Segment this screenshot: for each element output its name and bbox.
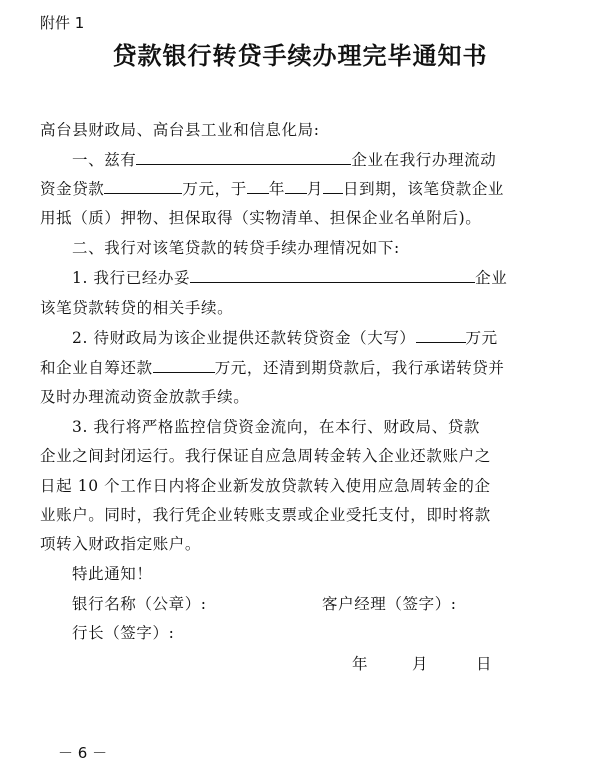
enterprise-name-blank[interactable] [136, 150, 351, 165]
fund-amount-blank[interactable] [416, 328, 466, 343]
p1-text-g: 日到期，该笔贷款企业 [343, 180, 505, 198]
attachment-label: 附件 1 [40, 14, 85, 32]
item2-text-c: 和企业自筹还款 [40, 359, 153, 377]
manager-label: 客户经理（签字）: [322, 595, 457, 613]
item3-line-5: 项转入财政指定账户。 [40, 535, 202, 553]
p1-line-1 [72, 148, 496, 170]
year-blank[interactable] [247, 179, 269, 194]
self-raised-amount-blank[interactable] [153, 358, 215, 373]
item3-line-4: 业账户。同时，我行凭企业转账支票或企业受托支付，即时将款 [40, 506, 491, 524]
item2-text-d: 万元，还清到期贷款后，我行承诺转贷并 [214, 359, 505, 377]
item2-text-a: 2. 待财政局为该企业提供还款转贷资金（大写） [72, 329, 416, 347]
addressee: 高台县财政局、高台县工业和信息化局: [40, 121, 320, 139]
p1-text-d: 万元，于 [182, 180, 247, 198]
closing: 特此通知！ [72, 565, 153, 583]
p2-line: 二、我行对该笔贷款的转贷手续办理情况如下: [72, 239, 400, 257]
p1-lead: 一、兹有 [72, 151, 137, 169]
day-blank[interactable] [323, 179, 343, 194]
item1-line-2: 该笔贷款转贷的相关手续。 [40, 299, 234, 317]
item1-line-1 [72, 266, 507, 288]
p1-text-e: 年 [268, 180, 285, 198]
item2-text-b: 万元 [465, 329, 498, 347]
month-blank[interactable] [285, 179, 307, 194]
p1-line-3: 用抵（质）押物、担保取得（实物清单、担保企业名单附后)。 [40, 209, 482, 227]
document-title: 贷款银行转贷手续办理完毕通知书 [112, 41, 488, 70]
item3-line-3: 日起 10 个工作日内将企业新发放贷款转入使用应急周转金的企 [40, 477, 491, 495]
bank-name-label: 银行名称（公章）: [72, 595, 207, 613]
item1-enterprise-blank[interactable] [190, 268, 475, 283]
date-day: 日 [476, 655, 493, 673]
p1-line-2 [40, 177, 504, 199]
item1-text-a: 1. 我行已经办妥 [72, 269, 191, 287]
p1-text-c: 资金贷款 [40, 180, 105, 198]
loan-amount-blank[interactable] [104, 179, 182, 194]
president-label: 行长（签字）: [72, 624, 175, 642]
item2-line-2 [40, 356, 505, 378]
date-month: 月 [412, 655, 429, 673]
item2-line-1 [72, 326, 498, 348]
item3-line-2: 企业之间封闭运行。我行保证自应急周转金转入企业还款账户之 [40, 447, 491, 465]
date-year: 年 [352, 655, 369, 673]
item3-line-1: 3. 我行将严格监控信贷资金流向，在本行、财政局、贷款 [72, 418, 480, 436]
item1-text-b: 企业 [475, 269, 508, 287]
page-number: － 6 － [58, 744, 108, 762]
p1-text-b: 企业在我行办理流动 [351, 151, 497, 169]
item2-line-3: 及时办理流动资金放款手续。 [40, 388, 250, 406]
p1-text-f: 月 [306, 180, 324, 198]
